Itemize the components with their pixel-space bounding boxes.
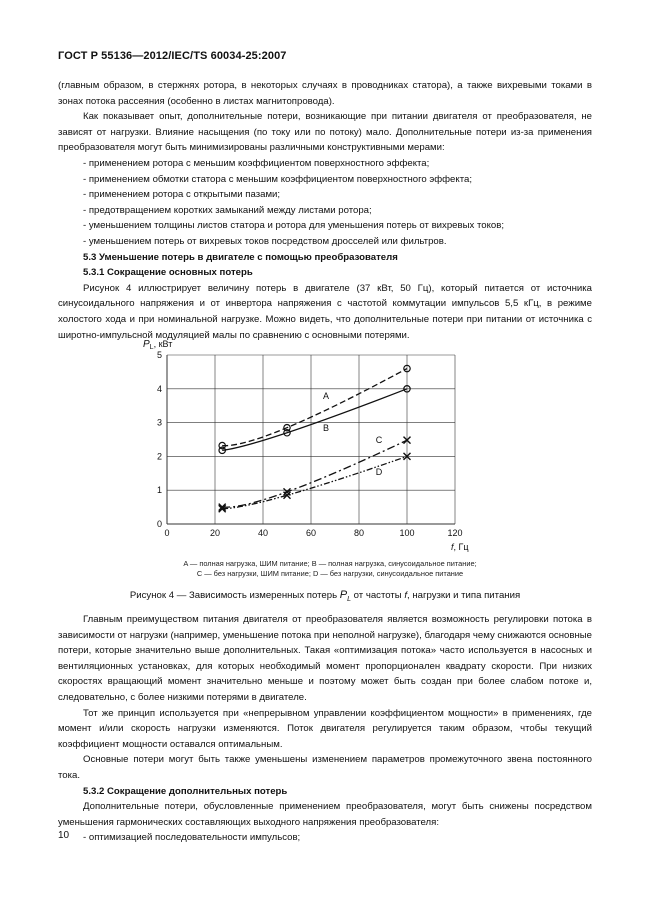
y-tick-label-0: 0 [156,519,162,529]
page-number: 10 [58,830,70,841]
paragraph-bottom-3: 5.3.2 Сокращение дополнительных потерь [83,785,288,797]
chart-svg [110,334,540,584]
paragraph-top-8: 5.3 Уменьшение потерь в двигателе с помощью преобразователя [83,251,398,263]
paragraph-top-1: Как показывает опыт, дополнительные потери, возникающие при питании двигателя от преобразователя, не зависят от нагрузки. Влияние насыщения (по току или по потоку) мало. Дополнительные потери из-за применения преобразователя могут быть минимизированы различными конструктивными мерами: [58,111,592,154]
paragraph-bottom-0: Главным преимуществом питания двигателя от преобразователя является возможность регулировки потока в зависимости от нагрузки (например, уменьшение потока при неполной нагрузке), благодаря чему снижаются основные потери, которые значительно выше дополнительных. Такая «оптимизация потока» часто используется в насосных и вентиляционных установках, для которых необходимый момент пропорционален квадрату скорости. При низких скоростях вращающий момент значительно меньше и поэтому может быть создан при более слабом потоке и, следовательно, с более низкими потерями в двигателе. [58,614,592,703]
x-axis-label: f, Гц [451,542,469,552]
paragraph-bottom-5: - оптимизацией последовательности импульсов; [83,832,301,844]
y-tick-label-4: 4 [156,383,162,394]
series-label-A: A [323,390,330,401]
chart-legend-line-1: A — полная нагрузка, ШИМ питание; B — полная нагрузка, синусоидальное питание; [183,559,477,568]
caption-subscript: L [347,595,351,603]
paragraph-top-3: - применением обмотки статора с меньшим коэффициентом поверхностного эффекта; [83,173,472,185]
x-tick-label-80: 80 [353,528,365,538]
paragraph-bottom-1: Тот же принцип используется при «непрерывном управлении коэффициентом мощности» в применениях, где момент и/или скорость нагрузки изменяются. Поток двигателя регулируется таким образом, чтобы текущий коэффициент мощности оставался оптимальным. [58,707,592,750]
caption-symbol: P [339,589,348,601]
figure-caption [58,589,592,603]
caption-pre: Рисунок 4 — Зависимость измеренных потерь [129,590,340,601]
paragraph-top-0: (главным образом, в стержнях ротора, в некоторых случаях в проводниках статора), а также вихревыми токами в зонах потока рассеяния (особенно в листах магнитопровода). [58,80,592,107]
body-text-bottom [58,612,592,846]
y-axis-label: $P_L$, кВт [143,339,173,351]
paragraph-top-2: - применением ротора с меньшим коэффициентом поверхностного эффекта; [83,157,430,169]
caption-mid: от частоты [351,590,405,601]
series-label-B: B [323,423,330,434]
y-tick-label-5: 5 [156,350,162,360]
chart-legend-line-2: C — без нагрузки, ШИМ питание; D — без нагрузки, синусоидальное питание [196,569,464,578]
paragraph-top-6: - уменьшением толщины листов статора и ротора для уменьшения потерь от вихревых токов; [83,220,504,232]
series-label-D: D [375,466,383,477]
x-tick-label-20: 20 [209,528,221,538]
body-text-top [58,78,592,343]
series-line-D [222,456,407,508]
x-tick-label-40: 40 [257,528,269,538]
x-tick-label-100: 100 [399,528,415,538]
caption-post: , нагрузки и типа питания [407,590,521,601]
paragraph-bottom-2: Основные потери могут быть также уменьшены изменением параметров промежуточного звена постоянного тока. [58,754,592,781]
y-tick-label-2: 2 [156,451,162,462]
series-label-C: C [375,434,383,445]
paragraph-top-9: 5.3.1 Сокращение основных потерь [83,267,253,279]
paragraph-bottom-4: Дополнительные потери, обусловленные применением преобразователя, могут быть снижены посредством уменьшения гармонических составляющих выходного напряжения преобразователя: [58,801,592,828]
paragraph-top-4: - применением ротора с открытыми пазами; [83,189,281,201]
paragraph-top-5: - предотвращением коротких замыканий между листами ротора; [83,204,372,216]
paragraph-top-10: Рисунок 4 иллюстрирует величину потерь в двигателе (37 кВт, 50 Гц), который питается от источника синусоидального напряжения и от инвертора напряжения с частотой коммутации импульсов 5,5 кГц, в режиме холостого хода и при номинальной нагрузке. Можно видеть, что дополнительные потери при питании от источника с широтно-импульсной модуляцией малы по сравнению с основными потерями. [58,282,592,341]
x-tick-label-0: 0 [164,528,170,538]
y-tick-label-3: 3 [156,417,162,428]
y-tick-label-1: 1 [156,485,162,496]
caption-f: f [404,590,408,601]
figure-4-chart [110,334,540,584]
document-header: ГОСТ Р 55136—2012/IEC/TS 60034-25:2007 [58,50,287,62]
paragraph-top-7: - уменьшением потерь от вихревых токов посредством дросселей или фильтров. [83,235,447,247]
x-tick-label-60: 60 [305,528,317,538]
x-tick-label-120: 120 [447,528,463,538]
